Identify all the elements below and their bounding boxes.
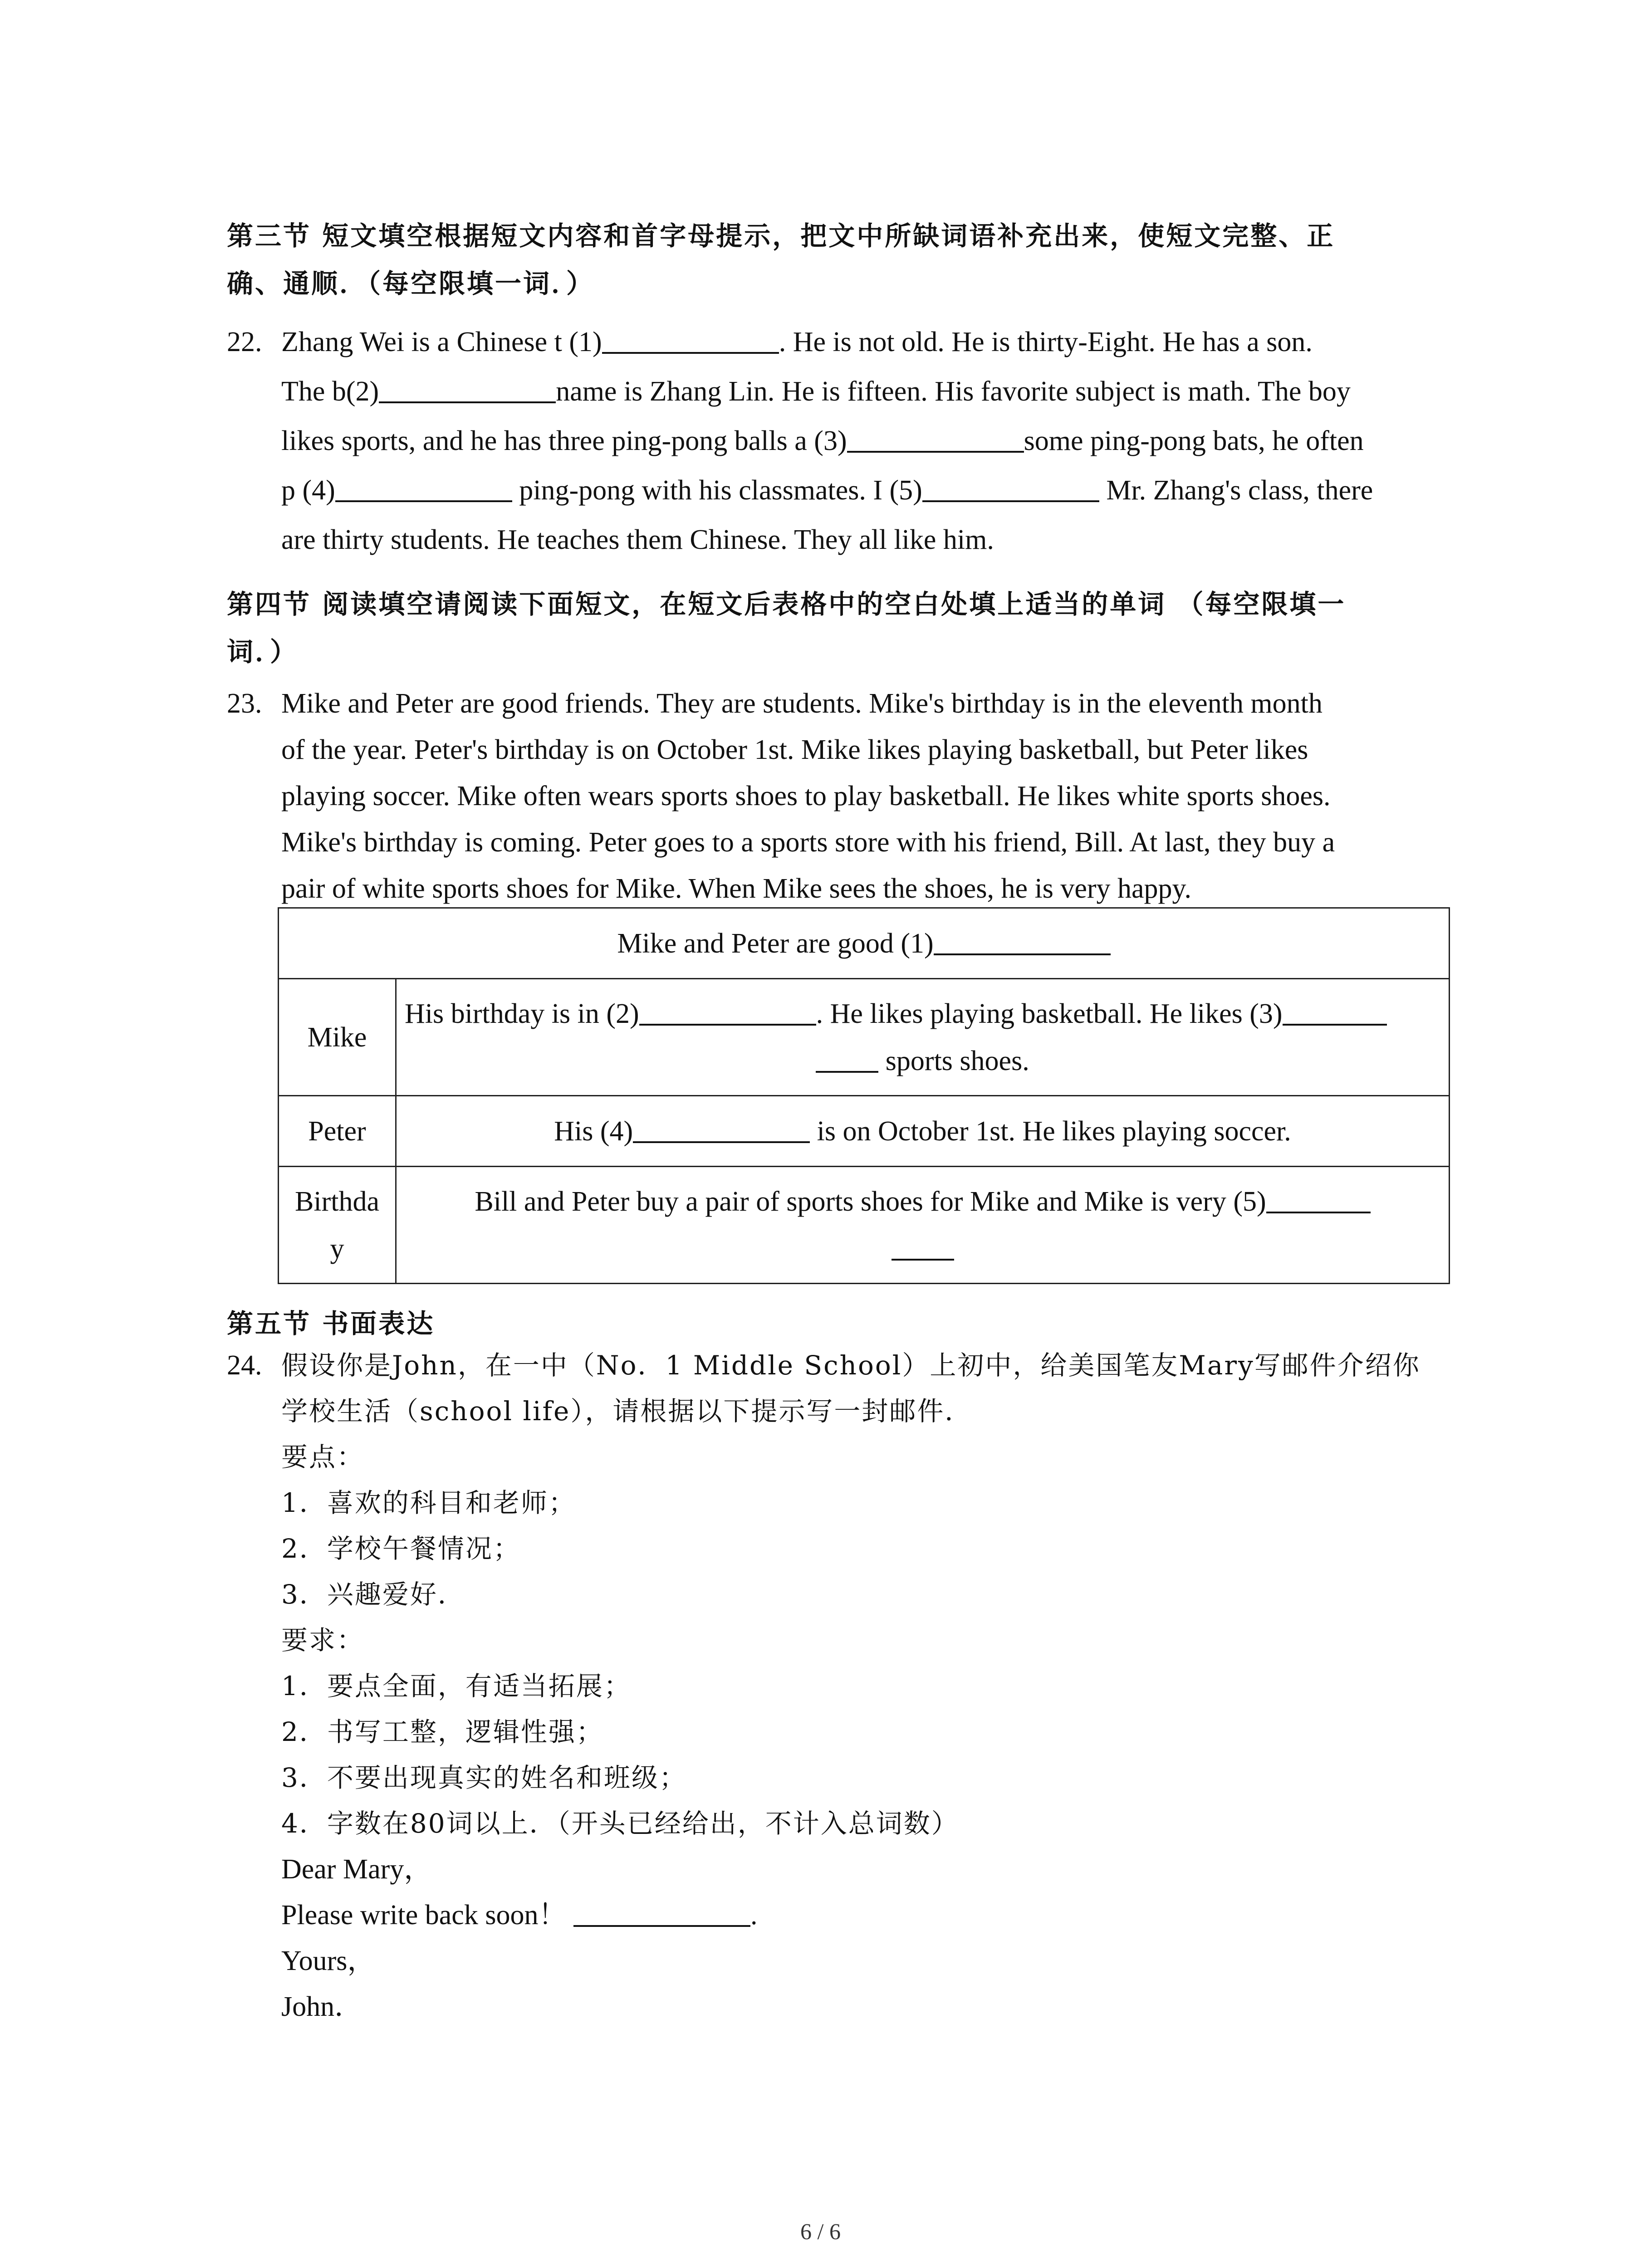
- table-blank-4[interactable]: [633, 1116, 810, 1143]
- q22-text: name is Zhang Lin. He is fifteen. His favorite subject is math. The boy: [556, 376, 1351, 407]
- question-24: [227, 1343, 1461, 2030]
- question-24-number: 24.: [227, 1350, 262, 1381]
- table-blank-5-cont[interactable]: [892, 1233, 954, 1261]
- section-4-heading-line1: 第四节 阅读填空请阅读下面短文，在短文后表格中的空白处填上适当的单词 （每空限填一: [227, 589, 1346, 620]
- letter-sign-1: Yours，: [281, 1945, 376, 1976]
- table-blank-2[interactable]: [639, 998, 816, 1026]
- table-row: [279, 979, 1450, 1096]
- q24-req-1: 1．要点全面，有适当拓展；: [281, 1671, 632, 1701]
- q22-line-1: [281, 318, 1461, 367]
- letter-closing: [281, 1892, 1461, 1938]
- peter-label: Peter: [279, 1096, 396, 1167]
- section-3-heading: [227, 212, 1452, 308]
- q22-text: ping-pong with his classmates. I (5): [512, 475, 922, 506]
- section-4-heading-line2: 词．）: [227, 636, 299, 667]
- q22-text: p (4): [281, 475, 335, 506]
- q24-req-title: 要求：: [281, 1625, 365, 1656]
- table-text: is on October 1st. He likes playing soccer.: [810, 1115, 1291, 1147]
- table-text: . He likes playing basketball. He likes (3): [816, 998, 1283, 1029]
- birthday-cell-line2: [405, 1225, 1440, 1272]
- q22-text: likes sports, and he has three ping-pong balls a (3): [281, 425, 847, 456]
- blank-1[interactable]: [602, 327, 779, 354]
- q24-prompt-line-2: 学校生活（school life），请根据以下提示写一封邮件．: [281, 1396, 973, 1427]
- birthday-cell-line1: [405, 1178, 1440, 1225]
- mike-cell-line2: [405, 1037, 1440, 1085]
- q22-line-4: [281, 466, 1461, 515]
- q22-text: Mr. Zhang's class, there: [1099, 475, 1373, 506]
- section-3-heading-line1: 第三节 短文填空根据短文内容和首字母提示，把文中所缺词语补充出来，使短文完整、正: [227, 220, 1335, 251]
- mike-cell-line1: [405, 990, 1440, 1037]
- peter-cell: [396, 1096, 1450, 1167]
- section-3-heading-line2: 确、通顺．（每空限填一词．）: [227, 268, 595, 299]
- question-23-passage: [281, 680, 1461, 912]
- table-blank-3-cont[interactable]: [816, 1046, 878, 1073]
- question-22-number: 22.: [227, 327, 262, 357]
- table-blank-1[interactable]: [934, 928, 1111, 955]
- table-title-cell: [279, 908, 1450, 979]
- q23-line-2: of the year. Peter's birthday is on October 1st. Mike likes playing basketball, but Peter likes: [281, 734, 1308, 765]
- q24-points-title: 要点：: [281, 1442, 365, 1472]
- table-text: His (4): [554, 1115, 633, 1147]
- q24-req-2: 2．书写工整，逻辑性强；: [281, 1716, 604, 1747]
- question-22: [227, 318, 1461, 565]
- letter-closing-text: Please write back soon！: [281, 1900, 573, 1931]
- q23-line-3: playing soccer. Mike often wears sports shoes to play basketball. He likes white sports shoes.: [281, 781, 1331, 811]
- table-text: His birthday is in (2): [405, 998, 639, 1029]
- question-24-body: [281, 1343, 1461, 2030]
- question-22-passage: [281, 318, 1461, 565]
- table-row: [279, 1167, 1450, 1284]
- q22-line-5: are thirty students. He teaches them Chinese. They all like him.: [281, 524, 994, 555]
- letter-greeting: Dear Mary，: [281, 1854, 432, 1885]
- table-row: [279, 908, 1450, 979]
- q22-line-3: [281, 416, 1461, 466]
- table-text: sports shoes.: [878, 1045, 1029, 1076]
- birthday-label: [279, 1167, 396, 1284]
- birthday-label-line2: y: [330, 1233, 344, 1264]
- q24-prompt-line-1: 假设你是John，在一中（No．1 Middle School）上初中，给美国笔友Mary写邮件介绍你: [281, 1350, 1421, 1381]
- question-23: [227, 680, 1461, 912]
- mike-label: Mike: [279, 979, 396, 1096]
- q23-line-5: pair of white sports shoes for Mike. When Mike sees the shoes, he is very happy.: [281, 873, 1191, 904]
- q22-line-2: [281, 367, 1461, 416]
- table-row: [279, 1096, 1450, 1167]
- table-blank-5[interactable]: [1266, 1186, 1371, 1213]
- q24-req-3: 3．不要出现真实的姓名和班级；: [281, 1762, 687, 1793]
- blank-5[interactable]: [922, 475, 1099, 502]
- page-number: 6 / 6: [800, 2219, 841, 2244]
- question-23-number: 23.: [227, 688, 262, 719]
- blank-2[interactable]: [379, 376, 556, 403]
- q22-text: . He is not old. He is thirty-Eight. He has a son.: [779, 327, 1313, 357]
- q24-point-1: 1．喜欢的科目和老师；: [281, 1487, 576, 1518]
- q23-line-1: Mike and Peter are good friends. They are students. Mike's birthday is in the eleventh month: [281, 688, 1323, 719]
- q24-point-2: 2．学校午餐情况；: [281, 1533, 521, 1564]
- letter-blank[interactable]: [573, 1900, 750, 1927]
- blank-3[interactable]: [847, 425, 1024, 453]
- birthday-label-line1: Birthda: [295, 1186, 379, 1217]
- mike-cell: [396, 979, 1450, 1096]
- q22-text: some ping-pong bats, he often: [1024, 425, 1364, 456]
- q24-point-3: 3．兴趣爱好．: [281, 1579, 465, 1610]
- reading-table: [278, 907, 1450, 1284]
- q23-line-4: Mike's birthday is coming. Peter goes to a sports store with his friend, Bill. At last, they buy a: [281, 827, 1335, 858]
- blank-4[interactable]: [335, 475, 512, 502]
- q22-text: The b(2): [281, 376, 379, 407]
- table-text: Bill and Peter buy a pair of sports shoes for Mike and Mike is very (5): [475, 1186, 1266, 1217]
- section-4-heading: [227, 581, 1452, 676]
- birthday-cell: [396, 1167, 1450, 1284]
- q22-text: Zhang Wei is a Chinese t (1): [281, 327, 602, 357]
- q24-req-4: 4．字数在80词以上．（开头已经给出，不计入总词数）: [281, 1808, 959, 1839]
- table-text: Mike and Peter are good (1): [617, 928, 934, 959]
- table-blank-3[interactable]: [1283, 998, 1387, 1026]
- letter-closing-period: .: [750, 1900, 758, 1931]
- letter-sign-2: John．: [281, 1991, 363, 2022]
- section-5-heading: 第五节 书面表达: [227, 1308, 435, 1339]
